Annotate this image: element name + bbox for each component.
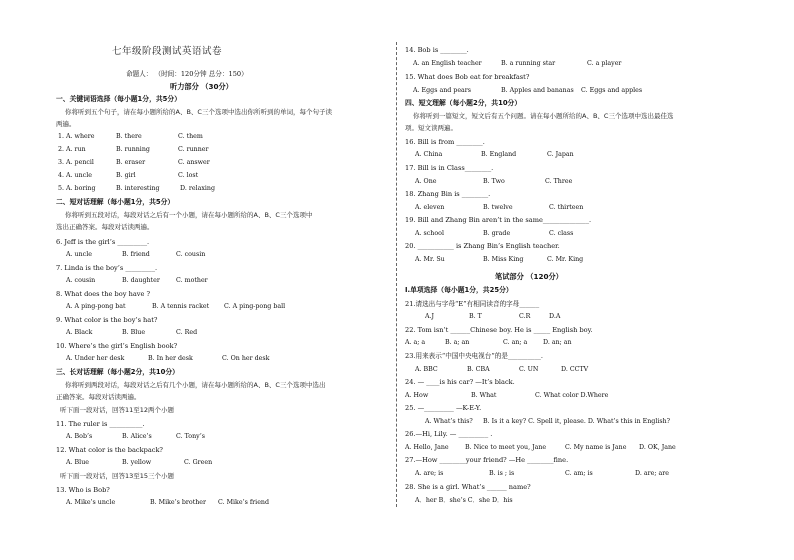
q1-option-a: 1. A. where [58,133,95,140]
q12-option-b: B. yellow [122,459,152,466]
q28-text: 28. She is a girl. What’s ______ name? [405,483,531,491]
q19-option-b: B. grade [483,230,511,237]
section-2-instruction-cont: 选出正确答案。每段对话读两遍。 [56,223,154,231]
q24-text: 24. — ____is his car? —It’s black. [405,378,515,386]
q13-text: 13. Who is Bob? [56,486,110,494]
q22-option-d: D. an; an [543,339,572,346]
q18-text: 18. Zhang Bin is ________. [405,190,491,198]
q7-text: 7. Linda is the boy’s _________. [56,264,158,272]
q10-option-c: C. On her desk [222,355,270,362]
q23-option-c: C. UN [519,366,539,373]
q28-option-a: A．her B．she’s C．she D．his [415,497,513,504]
q13-option-a: A. Mike’s uncle [66,499,116,506]
q27-option-d: D. are; are [635,470,669,477]
q10-option-b: B. In her desk [148,355,193,362]
q4-option-a: 4. A. uncle [58,172,92,179]
q23-option-b: B. CBA [467,366,490,373]
q15-option-b: B. Apples and bananas [501,87,574,94]
q14-text: 14. Bob is ________. [405,46,469,54]
q27-option-c: C. am; is [565,470,593,477]
q18-option-c: C. thirteen [549,204,584,211]
q16-option-a: A. China [415,151,443,158]
q6-text: 6. Jeff is the girl’s _________. [56,238,150,246]
q2-option-a: 2. A. run [58,146,86,153]
q15-option-c: C. Eggs and apples [581,87,643,94]
q26-option-d: D. OK, Jane [639,444,676,451]
q7-option-c: C. mother [176,277,208,284]
q1-option-b: B. there [116,133,142,140]
q9-option-c: C. Red [176,329,198,336]
q27-text: 27.—How ________your friend? —He ________fine. [405,456,569,464]
q14-option-b: B. a running star [501,60,556,67]
q3-option-a: 3. A. pencil [58,159,94,166]
q1-option-c: C. them [178,133,203,140]
q6-option-c: C. cousin [176,251,206,258]
q23-text: 23.用来表示“中国中央电视台”的是__________. [405,352,544,360]
q11-option-c: C. Tony’s [176,433,205,440]
section-3-note-2: 听下面一段对话，回答13至15三个小题 [60,472,175,480]
q21-option-d: D.A [549,313,561,320]
section-1-instruction: 你将听到五个句子，请在每小题所给的A、B、C三个选项中选出你所听到的单词，每个句子读 [65,108,332,116]
q12-text: 12. What color is the backpack? [56,446,163,454]
q11-text: 11. The ruler is __________. [56,420,145,428]
q20-option-a: A. Mr. Su [415,256,445,263]
q18-option-b: B. twelve [483,204,513,211]
q3-option-b: B. eraser [116,159,146,166]
q6-option-a: A. uncle [66,251,92,258]
q11-option-a: A. Bob’s [66,433,93,440]
section-2-header: 二、短对话理解（每小题1分，共5分） [56,198,175,206]
q17-text: 17. Bill is in Class________. [405,164,494,172]
q2-option-b: B. running [116,146,150,153]
q12-option-a: A. Blue [66,459,89,466]
exam-meta: 命题人： （时间：120分钟 总分：150） [126,70,248,78]
listening-header: 听力部分 （30分） [170,82,233,91]
q26-text: 26.—Hi, Lily. — _________ . [405,430,493,438]
section-3-header: 三、长对话理解（每小题2分，共10分） [56,368,179,376]
q23-option-d: D. CCTV [561,366,589,373]
q8-option-c: C. A ping-pong ball [224,303,286,310]
q4-option-c: C. lost [178,172,199,179]
q6-option-b: B. friend [122,251,150,258]
exam-title: 七年级阶段测试英语试卷 [112,46,223,57]
q12-option-c: C. Green [184,459,213,466]
q24-option-b: B. What [471,392,497,399]
q16-option-c: C. Japan [547,151,574,158]
q26-option-c: C. My name is Jane [565,444,627,451]
section-4-instruction-cont: 项。短文读两遍。 [405,124,457,132]
q21-option-a: A.J [425,313,435,320]
section-3-note-1: 听下面一段对话，回答11至12两个小题 [60,406,175,414]
q10-text: 10. Where’s the girl’s English book? [56,342,178,350]
q2-option-c: C. runner [178,146,209,153]
q20-option-c: C. Mr. King [547,256,584,263]
q14-option-c: C. a player [587,60,622,67]
q9-option-a: A. Black [66,329,93,336]
q13-option-b: B. Mike’s brother [150,499,207,506]
column-divider [396,42,397,507]
q19-option-c: C. class [549,230,574,237]
q15-text: 15. What does Bob eat for breakfast? [405,73,530,81]
q7-option-a: A. cousin [66,277,96,284]
q9-text: 9. What color is the boy’s hat? [56,316,158,324]
q25-text: 25. —_________ —K-E-Y. [405,404,482,412]
q24-option-c: C. What color D.Where [535,392,609,399]
q23-option-a: A. BBC [415,366,438,373]
q17-option-b: B. Two [483,178,505,185]
section-2-instruction: 你将听到五段对话，每段对话之后有一个小题，请在每小题所给的A、B、C三个选项中 [65,211,313,219]
q16-text: 16. Bill is from ________. [405,138,485,146]
q5-option-b: B. interesting [116,185,160,192]
q21-text: 21.请选出与字母“E”有相同读音的字母______ [405,300,540,308]
q11-option-b: B. Alice’s [122,433,152,440]
q13-option-c: C. Mike’s friend [218,499,270,506]
section-1-header: 一、关键词语选择（每小题1分，共5分） [56,95,182,103]
q20-text: 20. ___________ is Zhang Bin’s English teacher. [405,242,560,250]
q21-option-b: B. T [469,313,482,320]
q20-option-b: B. Miss King [483,256,524,263]
q14-option-a: A. an English teacher [413,60,482,67]
q25-option-b: B. Is it a key? C. Spell it, please. D. What’s this in English? [483,418,671,425]
q17-option-a: A. One [415,178,437,185]
q22-option-b: B. a; an [445,339,470,346]
q22-option-c: C. an; a [503,339,528,346]
q4-option-b: B. girl [116,172,136,179]
q3-option-c: C. answer [178,159,210,166]
q26-option-b: B. Nice to meet you, Jane [465,444,547,451]
q25-option-a: A. What’s this? [425,418,473,425]
q19-text: 19. Bill and Zhang Bin aren’t in the same______________. [405,216,592,224]
q19-option-a: A. school [415,230,444,237]
section-1-instruction-cont: 两遍。 [56,120,76,128]
q17-option-c: C. Three [545,178,573,185]
q7-option-b: B. daughter [122,277,160,284]
q15-option-a: A. Eggs and pears [413,87,472,94]
q8-option-b: B. A tennis racket [152,303,210,310]
section-4-header: 四、短文理解（每小题2分，共10分） [405,99,522,107]
q21-option-c: C.R [519,313,531,320]
q10-option-a: A. Under her desk [66,355,125,362]
q8-text: 8. What does the boy have ? [56,290,151,298]
writing-header: 笔试部分 （120分） [495,272,563,281]
section-3-instruction: 你将听到两段对话，每段对话之后有几个小题，请在每小题所给的A、B、C三个选项中选出 [65,381,326,389]
section-4-instruction: 你将听到一篇短文，短文后有五个问题。请在每小题所给的A、B、C三个选项中选出最佳选 [413,112,674,120]
q26-option-a: A. Hello, Jane [405,444,449,451]
q22-text: 22. Tom isn’t ______Chinese boy. He is _____ English boy. [405,326,593,334]
q9-option-b: B. Blue [122,329,146,336]
q18-option-a: A. eleven [415,204,445,211]
q22-option-a: A. a; a [405,339,426,346]
section-3-instruction-cont: 正确答案。每段对话读两遍。 [56,393,141,401]
q16-option-b: B. England [481,151,517,158]
q27-option-a: A. are; is [415,470,444,477]
q5-option-a: 5. A. boring [58,185,96,192]
q8-option-a: A. A ping-pong bat [66,303,126,310]
q27-option-b: B. is ; is [489,470,515,477]
q5-option-c: D. relaxing [180,185,215,192]
section-I-header: I.单项选择（每小题1分，共25分） [405,286,513,294]
q24-option-a: A. How [405,392,429,399]
